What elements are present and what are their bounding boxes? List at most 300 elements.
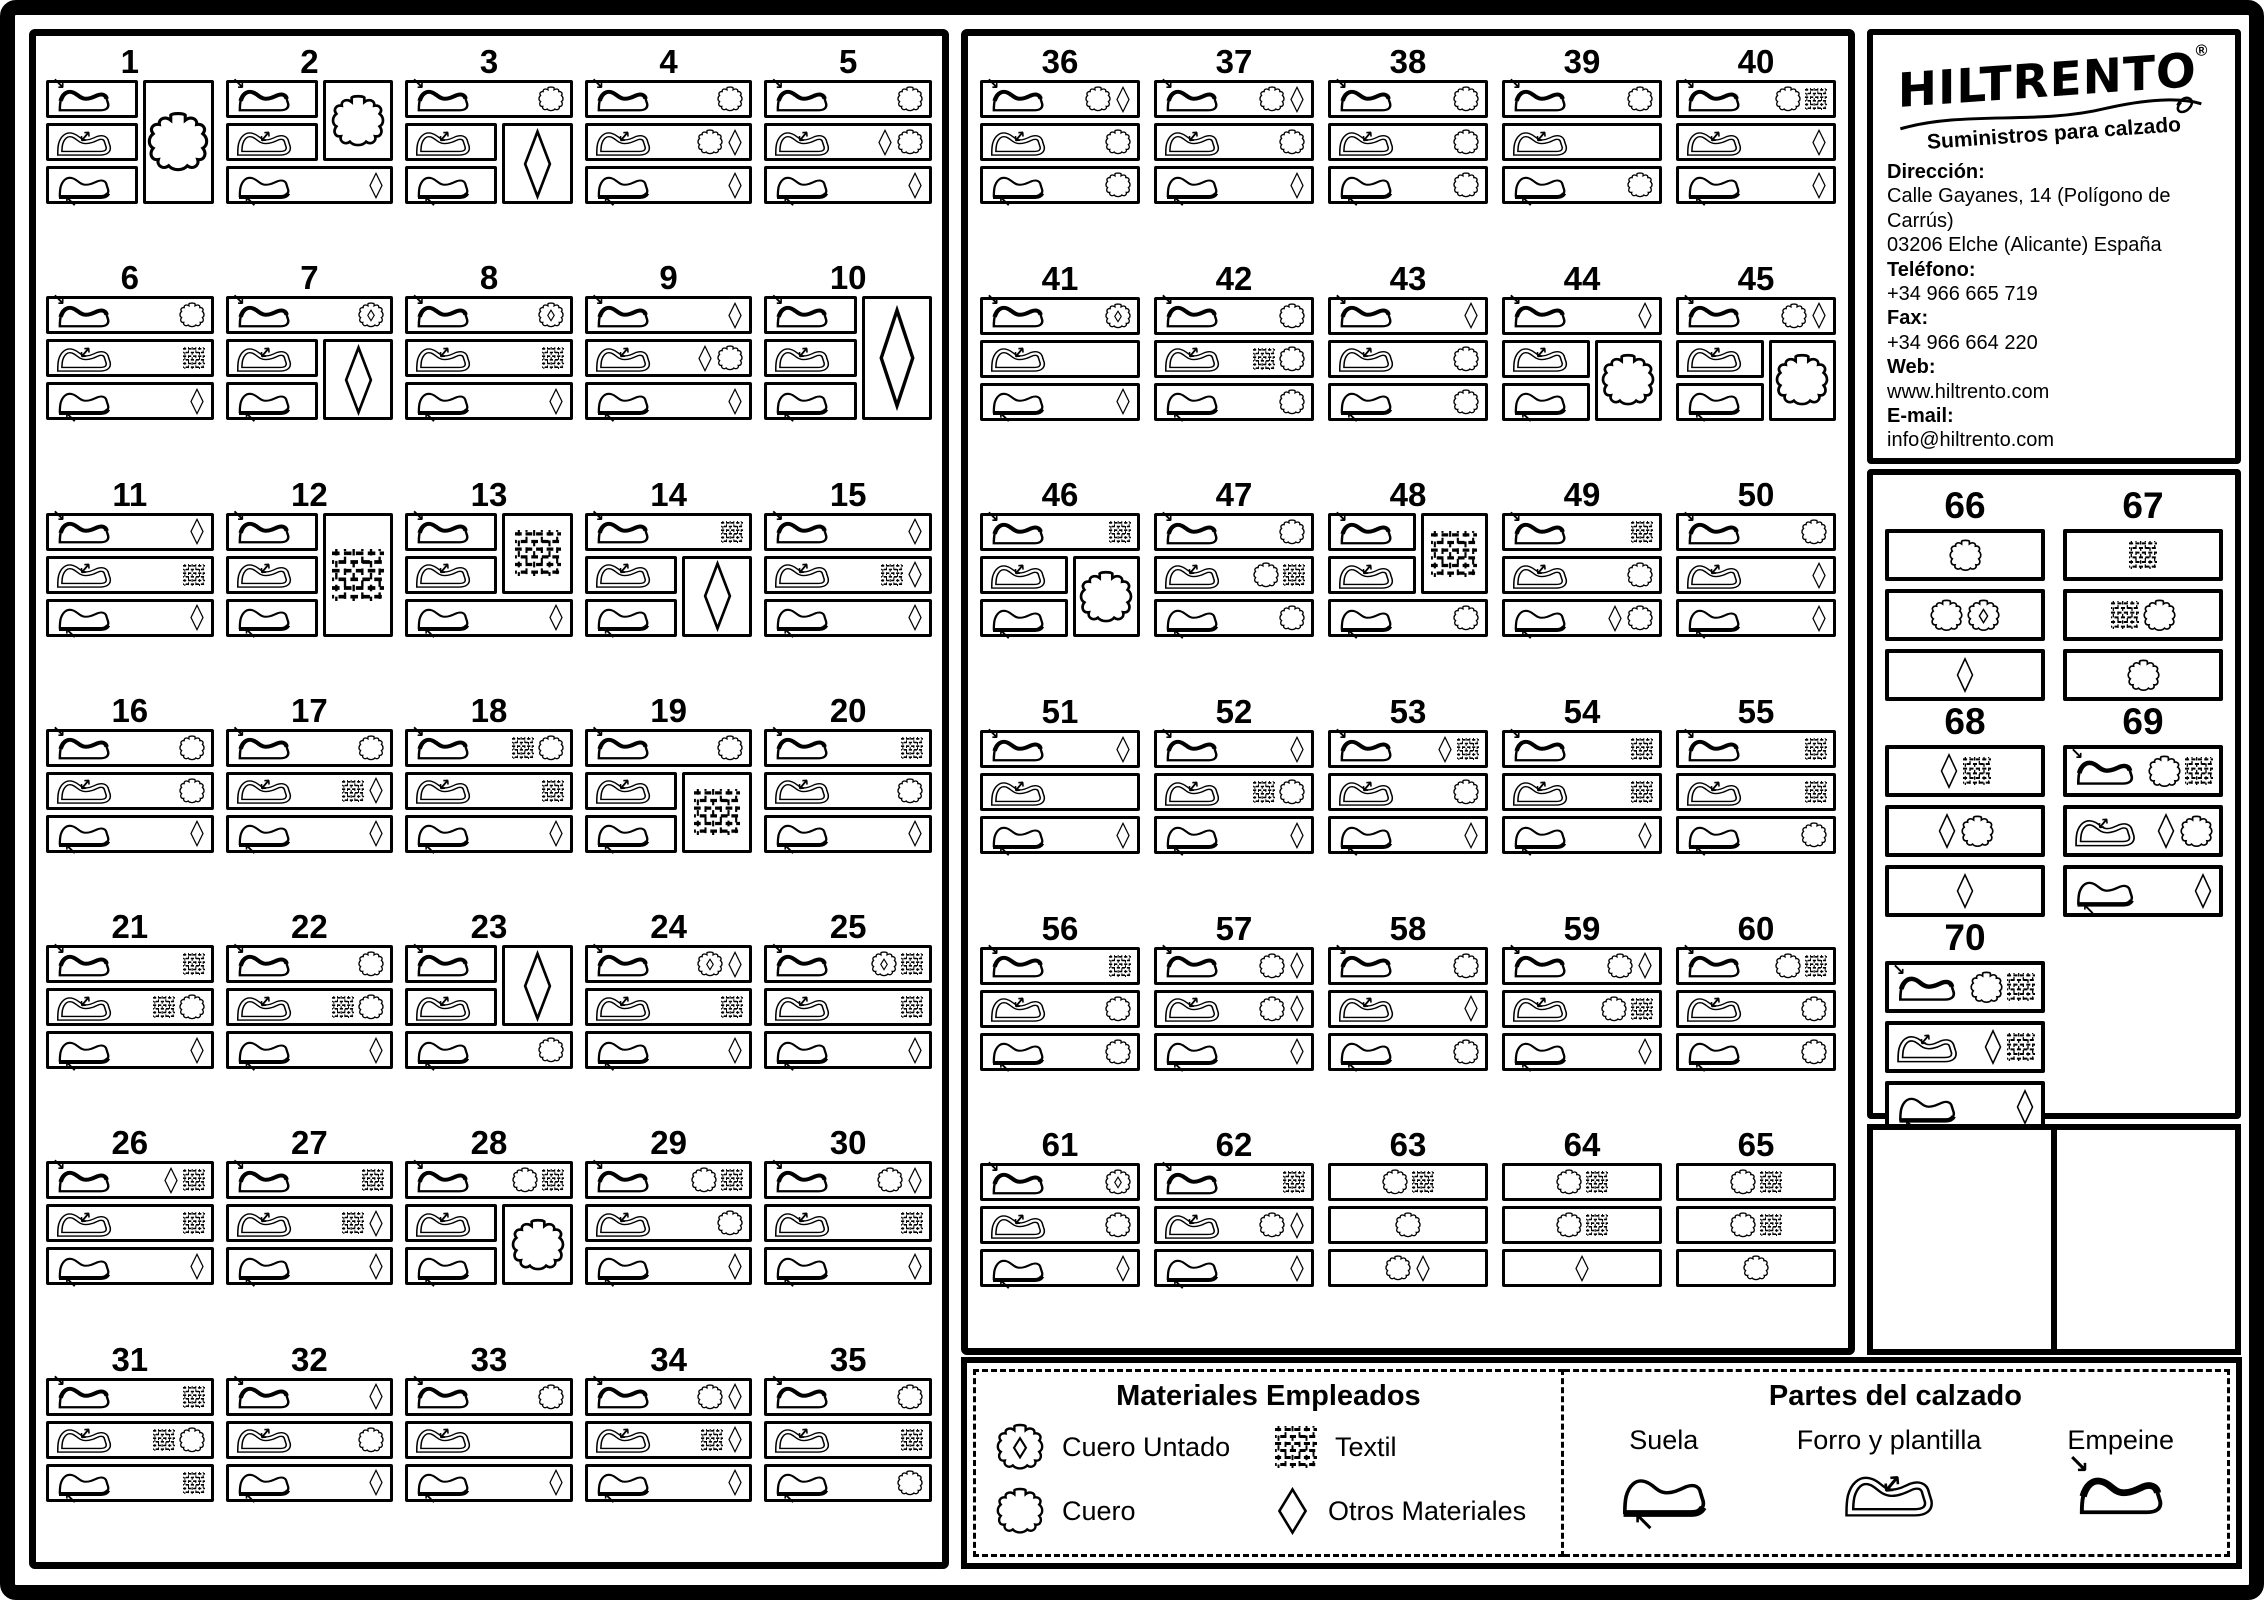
material-row [1154,1206,1314,1244]
empty-box [1867,1124,2057,1355]
cuero-icon [1949,539,1982,572]
cell-number: 36 [1041,43,1079,80]
suela-arrow-icon: ↖ [1172,624,1186,644]
cell-11 [46,477,214,689]
material-row [980,73,1140,118]
cuero-icon [1259,1212,1285,1238]
forro-icon [1685,992,1743,1025]
textil-icon [1586,1171,1608,1193]
forro-icon [1685,342,1743,375]
material-icons [153,1427,205,1453]
material-icons [1463,995,1479,1022]
empeine-arrow-icon: ↘ [1160,940,1174,960]
forro-arrow-icon: ↕ [792,1422,815,1446]
material-row [585,988,753,1026]
suela-icon [1685,1035,1743,1078]
suela-icon [594,817,652,860]
cuero-icon [1601,996,1627,1022]
otros-materiales-icon [521,128,554,200]
empeine-icon [590,1154,652,1197]
suela-icon [594,385,652,427]
material-row [1676,506,1836,551]
material-row [1328,940,1488,985]
material-row [764,772,932,810]
empeine-arrow-icon: ↘ [986,506,1000,526]
textil-icon [362,1169,384,1191]
cuero-icon [1961,815,1994,848]
empeine-arrow-icon: ↘ [770,289,784,309]
forro-icon [55,774,113,807]
company-contact-info [1887,160,2221,453]
web-label: Web: [1887,356,1936,379]
material-icons [368,1469,384,1496]
cuero-icon [1743,1255,1769,1281]
suela-arrow-icon: ↖ [1694,841,1708,861]
material-icons [512,735,564,761]
material-icons [877,1167,923,1194]
otros-materiales-icon [1289,952,1305,979]
cell-number: 37 [1215,43,1253,80]
material-icons [697,951,743,978]
cell-number: 54 [1563,693,1601,730]
otros-materiales-icon [701,560,734,632]
empeine-arrow-icon: ↘ [52,938,66,958]
material-row [405,938,497,983]
material-row [585,938,753,983]
material-row [1328,816,1488,861]
suela-icon [235,817,293,860]
forro-arrow-icon: ↕ [612,989,636,1013]
cuero-icon [877,1167,903,1193]
material-icons [1801,1039,1827,1065]
forro-icon [594,558,652,591]
otros-materiales-icon [1115,736,1131,763]
forro-arrow-icon: ↕ [1007,774,1031,798]
textil-icon [1275,1426,1317,1468]
material-row [226,289,394,334]
material-icons [1289,822,1305,849]
material-icons [183,564,205,586]
web-value: www.hiltrento.com [1887,380,2050,403]
suela-icon [235,169,293,211]
forro-icon [1685,559,1743,592]
material-row [980,1156,1140,1201]
material-icons [1627,172,1653,198]
material-icons [1085,86,1131,113]
material-row [1676,773,1836,811]
empeine-arrow-icon: ↘ [590,73,605,93]
cuero-icon [1556,1212,1582,1238]
cell-39 [1502,44,1662,257]
otros-materiales-icon [1289,172,1305,199]
material-span-box [682,556,752,637]
cell-number: 5 [839,43,858,80]
cuero-icon [1253,562,1279,588]
empeine-arrow-icon: ↘ [1160,73,1174,93]
material-icons [1730,1169,1782,1195]
forro-icon [594,774,652,807]
empeine-icon [1334,290,1395,332]
material-row [46,556,214,594]
forro-arrow-icon: ↕ [1703,991,1727,1015]
suela-icon [414,1034,472,1076]
suela-arrow-icon: ↖ [1520,624,1534,644]
material-icons [727,1253,743,1280]
suela-arrow-icon: ↖ [243,191,257,211]
material-icons [691,1167,743,1193]
material-row [1502,556,1662,594]
otros-materiales-icon [1637,302,1653,329]
material-row [1154,73,1314,118]
material-icons [1385,1255,1431,1282]
material-span-box [502,123,572,204]
material-icons [548,820,564,847]
forro-icon [55,126,113,159]
textil-icon [721,1169,743,1191]
textil-icon [1586,1214,1608,1236]
forro-icon [55,342,113,375]
textil-icon [694,789,740,835]
material-icons [1631,781,1653,803]
material-icons [1279,303,1305,329]
empeine-arrow-icon: ↘ [1334,73,1348,93]
material-icons [1970,971,2035,1004]
cell-number: 30 [829,1124,867,1162]
material-row [1676,990,1836,1028]
cell-number: 21 [111,908,149,946]
suela-arrow-icon: ↖ [602,1272,617,1292]
empeine-icon [1334,940,1395,982]
suela-arrow-icon: ↖ [1346,841,1360,861]
material-row [764,988,932,1026]
material-row [764,599,932,644]
cuero-icon [1453,172,1479,198]
material-row [980,773,1140,811]
cell-7 [226,260,394,472]
textil-icon [1805,955,1827,977]
cell-13 [405,477,573,689]
material-icons [153,994,205,1020]
material-row [1502,990,1662,1028]
material-icons [1453,346,1479,372]
empeine-icon [986,1156,1047,1199]
empeine-arrow-icon: ↘ [770,73,784,93]
forro-icon [594,991,652,1024]
material-row [226,123,318,161]
material-row [980,123,1140,161]
cuero-icon [511,1218,565,1272]
otros-materiales-icon [1289,736,1305,763]
material-row [1676,1033,1836,1078]
otros-materiales-icon [1811,605,1827,632]
material-icons [1105,996,1131,1022]
empeine-icon [52,1154,113,1197]
forro-arrow-icon: ↕ [1529,341,1553,365]
empty-boxes [1867,1124,2241,1355]
suela-icon [235,1034,293,1076]
empeine-icon [231,1371,293,1413]
material-row [226,722,394,767]
material-icons [1279,605,1305,631]
suela-icon [773,385,831,427]
material-row [226,772,394,810]
otros-materiales-icon [1637,822,1653,849]
material-row [1676,556,1836,594]
textil-icon [332,549,384,601]
empeine-icon [1682,940,1743,982]
otros-materiales-icon [727,129,743,156]
cuero-icon [1453,1039,1479,1065]
forro-arrow-icon: ↕ [792,340,815,364]
material-row [405,123,497,161]
empeine-icon [231,506,293,548]
empeine-arrow-icon: ↘ [231,289,245,309]
suela-icon [773,169,831,211]
material-row [1328,166,1488,211]
material-row [46,1154,214,1199]
cuero-icon [358,735,384,761]
material-icons [1105,303,1131,329]
material-icons [717,1210,743,1236]
cuero-icon [691,1167,717,1193]
forro-arrow-icon: ↕ [253,989,276,1013]
textil-icon [1805,88,1827,110]
material-span-box [1769,340,1836,421]
textil-icon [1412,1171,1434,1193]
forro-arrow-icon: ↕ [73,1422,97,1446]
suela-icon [594,1466,652,1509]
material-icons [1109,521,1131,543]
email-value: info@hiltrento.com [1887,429,2055,452]
cell-2 [226,44,394,256]
cells-panel-66-70 [1867,469,2241,1119]
otros-materiales-icon [368,1037,384,1064]
empeine-arrow-icon: ↘ [590,938,605,958]
otros-materiales-icon [1811,129,1827,156]
otros-materiales-icon [368,1383,384,1410]
cuero-icon [1105,1212,1131,1238]
suela-arrow-icon: ↖ [1172,1058,1186,1078]
otros-materiales-icon [727,172,743,199]
empeine-arrow-icon: ↘ [1682,940,1696,960]
forro-arrow-icon: ↕ [792,773,815,797]
phone-label: Teléfono: [1887,258,1976,281]
forro-arrow-icon: ↕ [73,1205,97,1230]
material-icons [1289,1255,1305,1282]
forro-icon [1895,1029,1959,1066]
material-row [1154,1033,1314,1078]
cell-52 [1154,694,1314,907]
textil-icon [701,1429,723,1451]
material-row [585,1031,753,1076]
forro-arrow-icon: ↕ [1529,991,1553,1015]
cell-3 [405,44,573,256]
material-row [46,1464,214,1509]
forro-arrow-icon: ↕ [1181,991,1205,1015]
cuero-icon [1970,971,2003,1004]
empeine-arrow-icon: ↘ [231,1371,245,1391]
otros-materiales-icon [1811,562,1827,589]
cell-number: 65 [1737,1126,1775,1164]
suela-icon [989,1252,1047,1294]
forro-icon [1163,992,1221,1025]
cuero-icon [717,345,743,371]
cell-number: 9 [659,259,678,297]
material-icons [1805,781,1827,803]
material-row [764,123,932,161]
material-row [980,1033,1140,1078]
empeine-arrow-icon: ↘ [411,506,425,526]
material-icons [183,953,205,975]
cell-18 [405,693,573,905]
material-icons [1730,1212,1782,1238]
cuero-untado-icon [1105,303,1131,329]
otros-materiales-icon [1955,657,1975,693]
material-row [405,1464,573,1509]
material-row [405,382,573,427]
cuero-icon [1279,605,1305,631]
suela-arrow-icon: ↖ [64,1056,78,1076]
empeine-arrow-icon: ↘ [411,938,425,958]
otros-materiales-icon [1937,813,1957,849]
empeine-arrow-icon: ↘ [1334,723,1348,743]
empeine-arrow-icon: ↘ [1508,506,1522,526]
logo-tagline: Suministros para calzado [1926,113,2182,154]
material-row [585,339,753,377]
cuero-icon [358,951,384,977]
textil-icon [881,564,903,586]
empeine-arrow-icon: ↘ [52,506,66,526]
address-label: Dirección: [1887,161,1985,183]
cell-number: 6 [120,259,139,297]
empeine-icon [590,1371,652,1413]
forro-icon [773,774,831,807]
forro-arrow-icon: ↕ [1355,341,1379,365]
suela-icon [414,1250,472,1292]
forro-arrow-icon: ↕ [1181,341,1205,365]
material-row [585,73,753,118]
material-row [980,599,1068,644]
cell-10 [764,260,932,472]
material-row [405,73,573,118]
cell-43 [1328,261,1488,474]
textil-icon [1805,781,1827,803]
material-icons [1279,519,1305,545]
material-row [585,1204,753,1242]
material-row [585,1464,753,1509]
empeine-arrow-icon: ↘ [590,1371,605,1391]
cell-67 [2063,485,2223,701]
empeine-icon [590,938,652,981]
materials-legend-title: Materiales Empleados [1116,1380,1421,1412]
forro-icon [1511,992,1569,1025]
material-row [980,990,1140,1028]
otros-materiales-icon [907,561,923,588]
material-icons [1115,388,1131,415]
logo-text: HILTRENTO [1898,42,2197,119]
empeine-arrow-icon: ↘ [1334,940,1348,960]
forro-icon [773,991,831,1024]
empeine-arrow-icon: ↘ [231,73,245,93]
material-icons [1556,1212,1608,1238]
material-row [46,1371,214,1416]
suela-arrow-icon: ↖ [423,624,437,644]
material-icons [189,518,205,545]
forro-icon [1685,776,1743,809]
cell-28 [405,1125,573,1337]
otros-materiales-icon [521,950,554,1022]
empeine-arrow-icon: ↘ [770,506,784,526]
material-icons [1453,1039,1479,1065]
material-icons [897,86,923,112]
otros-materiales-icon [907,1037,923,1064]
material-icons [189,1037,205,1064]
suela-arrow-icon: ↖ [602,624,617,644]
cuero-icon [1775,353,1829,407]
empeine-arrow-icon: ↘ [1682,73,1696,93]
otros-materiales-icon [727,1469,743,1496]
cuero-icon [1279,389,1305,415]
suela-icon [414,817,472,860]
material-row [764,1421,932,1459]
forro-arrow-icon: ↕ [1007,124,1031,148]
otros-materiales-icon [163,1167,179,1194]
fax-value: +34 966 664 220 [1887,331,2038,354]
cell-57 [1154,911,1314,1124]
empeine-icon [986,723,1047,766]
material-span-box [323,80,393,161]
material-icons [189,820,205,847]
material-row [1154,1156,1314,1201]
material-row [764,1154,932,1199]
suela-icon [235,1466,293,1509]
forro-icon [235,126,293,159]
forro-icon [1511,342,1569,375]
forro-icon [414,342,472,375]
cuero-icon [1730,1212,1756,1238]
material-icons [1607,952,1653,979]
forro-arrow-icon: ↕ [1355,124,1379,148]
suela-icon [594,1250,652,1292]
cell-number: 1 [120,43,139,80]
material-row [764,1204,932,1242]
forro-arrow-icon: ↕ [792,1205,815,1230]
suela-icon [414,169,472,211]
empeine-icon [1682,723,1743,766]
suela-icon [414,385,472,427]
empeine-icon [770,1154,831,1197]
cuero-untado-icon [358,302,384,328]
otros-materiales-icon [1289,822,1305,849]
cell-number: 33 [470,1340,508,1378]
cuero-icon [897,778,923,804]
suela-arrow-icon: ↖ [1346,1058,1360,1078]
otros-materiales-icon [189,604,205,631]
suela-icon [1163,1035,1221,1078]
material-row [405,1154,573,1199]
empeine-icon [1508,940,1569,982]
cell-59 [1502,911,1662,1124]
cell-23 [405,909,573,1121]
textil-icon [342,780,364,802]
forro-arrow-icon: ↕ [2091,811,2115,835]
suela-arrow-icon: ↖ [64,1272,78,1292]
cuero-untado-icon [996,1423,1044,1471]
empeine-arrow-icon: ↘ [986,1156,1000,1176]
cell-number: 8 [479,259,499,297]
forro-arrow-icon: ↕ [73,557,97,581]
suela-arrow-icon: ↖ [423,1489,437,1509]
